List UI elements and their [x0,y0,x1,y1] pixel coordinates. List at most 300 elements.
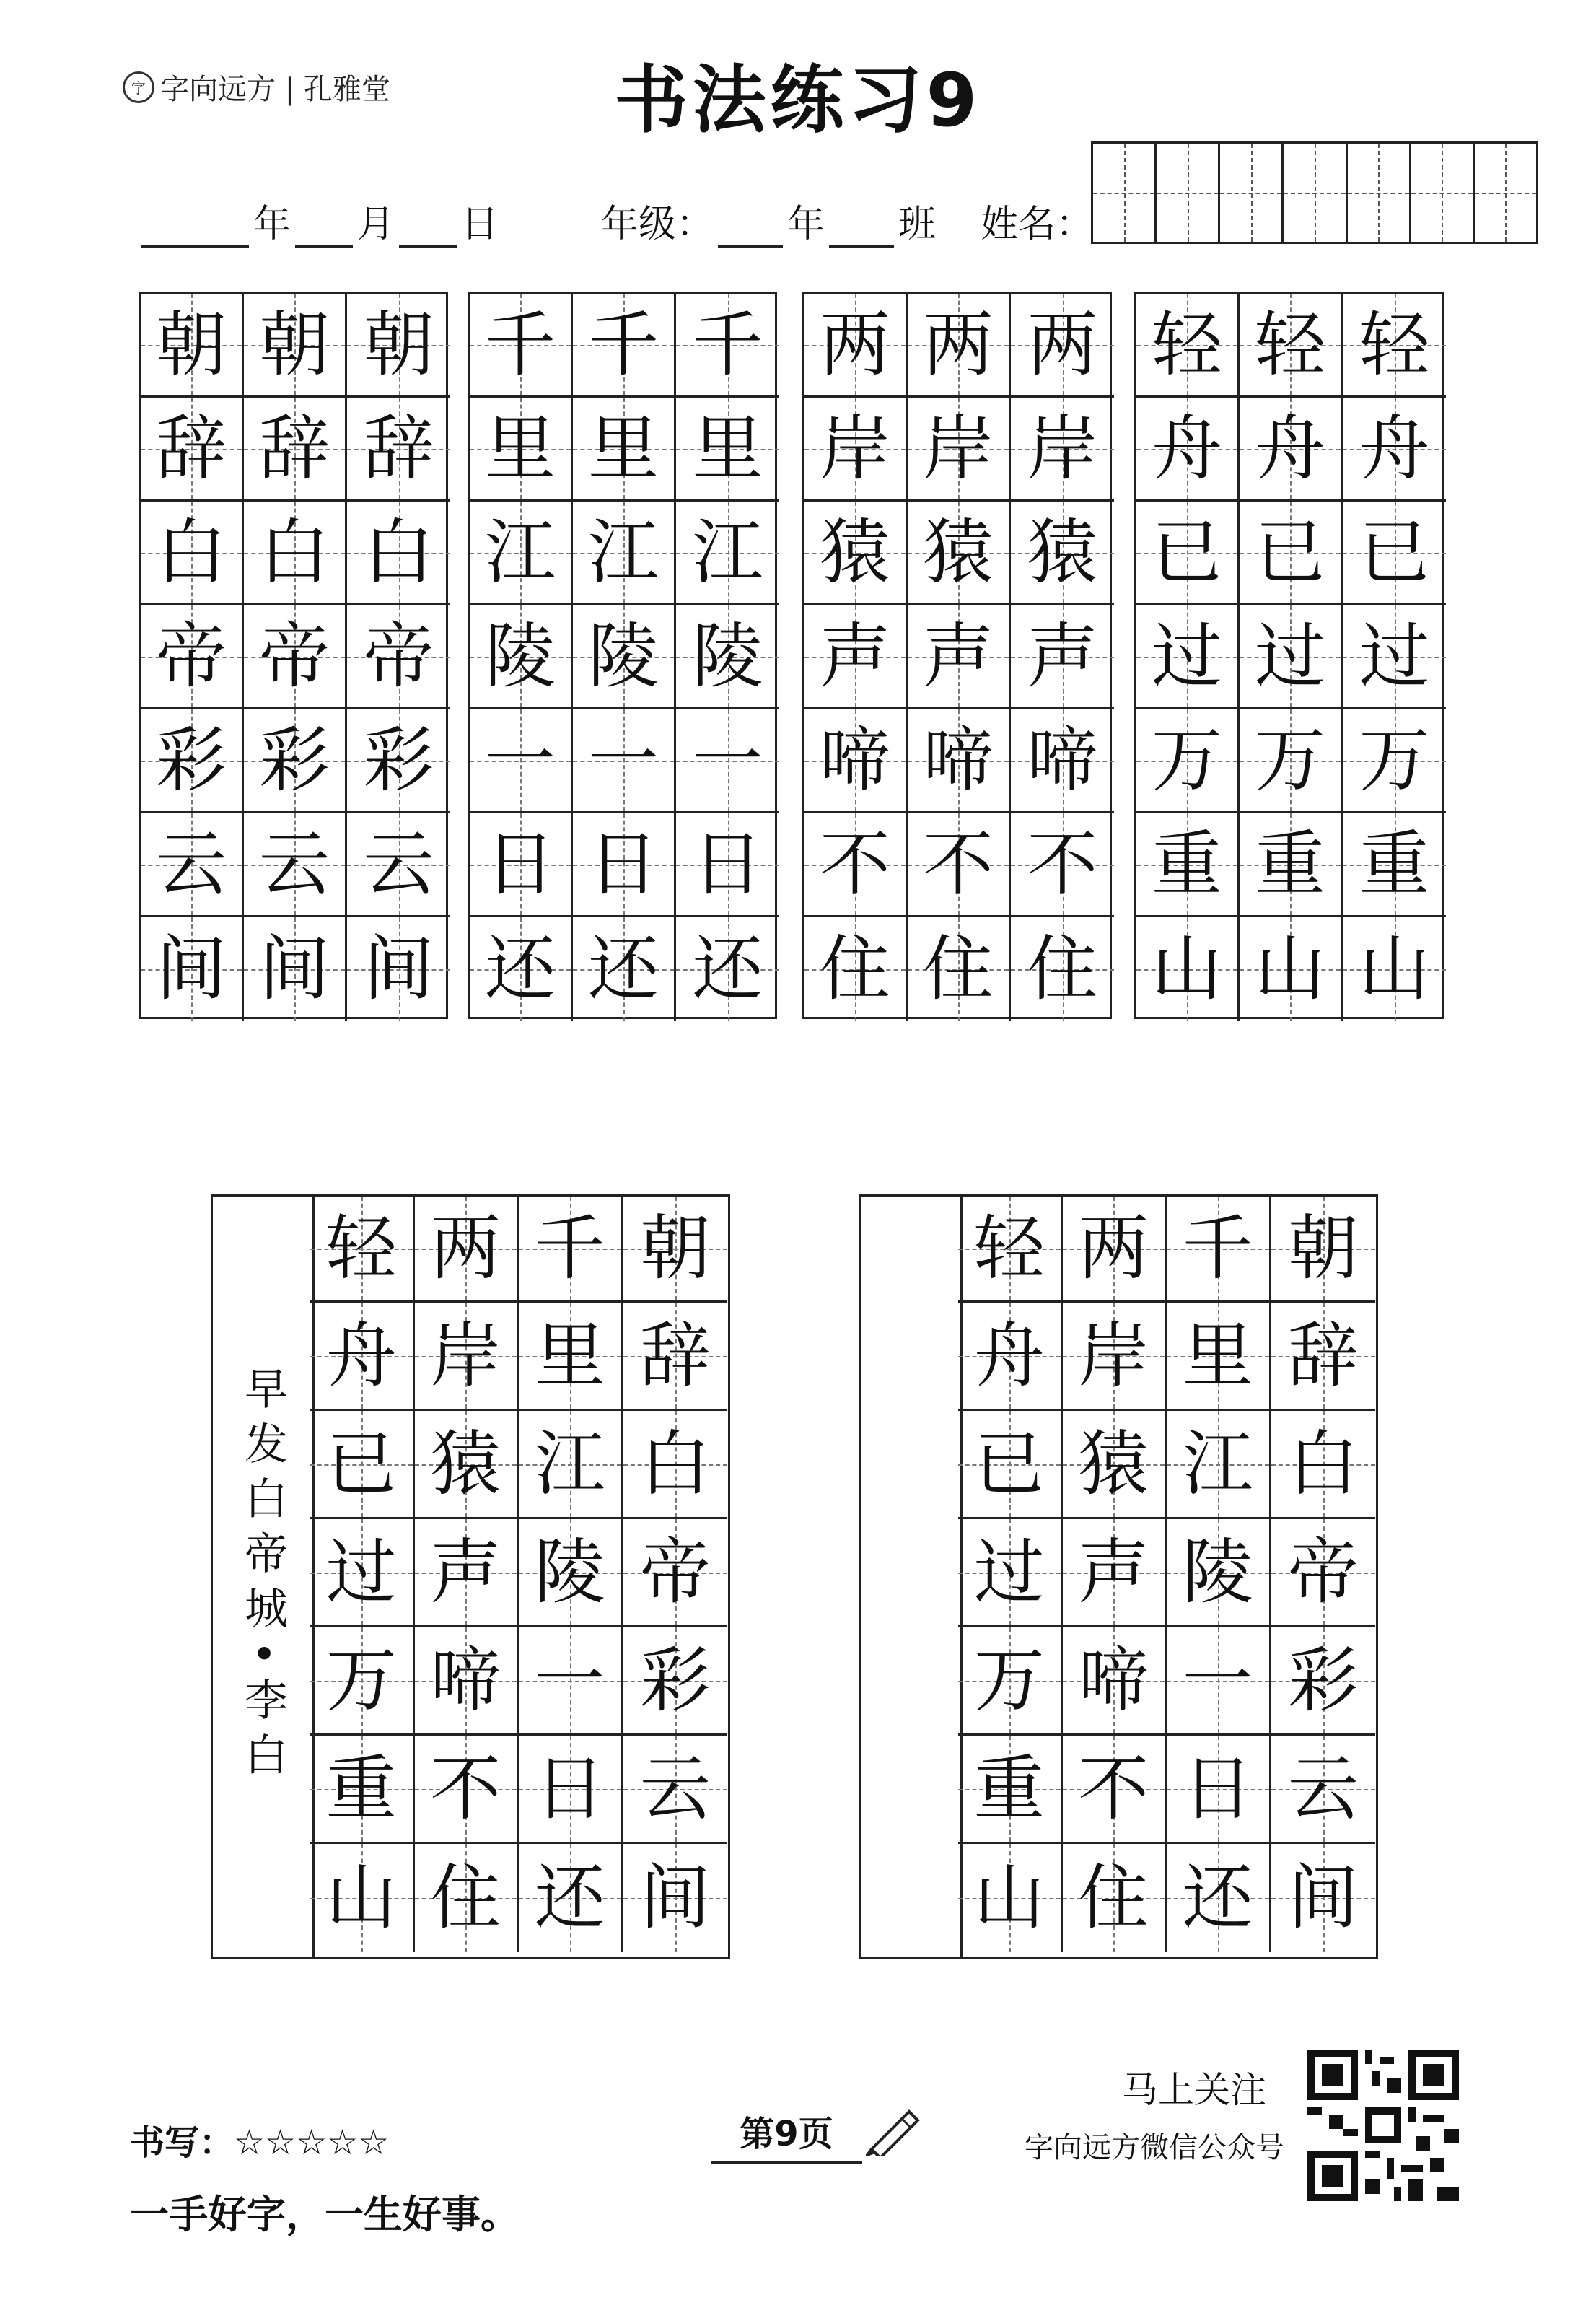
grade-year-label: 年 [787,203,825,246]
character: 帝 [258,615,330,698]
character: 辞 [363,407,434,490]
qr-code-icon[interactable] [1307,2050,1459,2201]
poem-practice-box [859,1194,1378,1959]
character: 两 [1078,1207,1149,1290]
model-char-cell [804,398,908,502]
character: 住 [430,1857,501,1939]
character: 住 [922,928,994,1010]
poem-practice-cell[interactable] [958,1194,1063,1303]
model-char-cell [1136,294,1240,398]
character: 彩 [258,719,330,802]
practice-char-cell[interactable] [1343,294,1446,398]
character: 还 [587,928,659,1010]
pen-icon [866,2106,924,2156]
poem-separator: • [237,1640,288,1678]
class-label: 班 [898,203,937,246]
character: 辞 [155,407,227,490]
model-char-cell [1136,605,1240,709]
character: 岸 [819,407,890,490]
character: 一 [692,719,763,802]
poem-model-cell [519,1627,623,1736]
poem-practice-cell[interactable] [1271,1411,1376,1519]
motto: 一手好字，一生好事。 [130,2192,519,2237]
character: 山 [1151,928,1222,1010]
poem-model-cell [519,1844,623,1952]
character: 不 [922,823,994,906]
poem-model-cell [519,1303,623,1411]
character: 声 [1078,1531,1149,1614]
character: 声 [430,1531,501,1614]
character: 住 [819,928,890,1010]
character: 日 [587,823,659,906]
character: 万 [1151,719,1222,802]
model-char-cell [141,294,244,398]
character: 间 [363,928,434,1010]
character: 白 [258,511,330,594]
character: 间 [1287,1857,1359,1939]
poem-model-cell [519,1411,623,1519]
practice-char-cell[interactable] [908,813,1011,917]
class-blank[interactable] [829,208,894,248]
name-cell[interactable] [1093,144,1157,242]
name-cell[interactable] [1220,144,1284,242]
poem-practice-cell[interactable] [958,1844,1063,1952]
character: 猿 [430,1422,501,1505]
character: 日 [1182,1747,1253,1830]
poem-model-cell [623,1736,728,1844]
practice-char-cell[interactable] [244,813,347,917]
character: 云 [155,823,227,906]
character: 里 [587,407,659,490]
character: 日 [484,823,556,906]
character: 舟 [973,1314,1045,1397]
practice-char-cell[interactable] [908,605,1011,709]
poem-model-cell [623,1411,728,1519]
character: 猿 [922,511,994,594]
practice-char-cell[interactable] [908,709,1011,813]
character: 陵 [1182,1531,1253,1614]
poem-model-cell [310,1303,415,1411]
name-cell[interactable] [1411,144,1475,242]
practice-char-cell[interactable] [1343,813,1446,917]
character: 猿 [1078,1422,1149,1505]
character: 白 [363,511,434,594]
poem-practice-cell[interactable] [958,1411,1063,1519]
poem-model-cell [519,1194,623,1303]
poem-practice-cell[interactable] [1271,1303,1376,1411]
practice-char-cell[interactable] [676,294,779,398]
character: 云 [258,823,330,906]
character: 辞 [639,1314,711,1397]
practice-char-cell[interactable] [573,813,676,917]
model-char-cell [1136,709,1240,813]
poem-practice-cell[interactable] [1063,1519,1167,1627]
practice-char-cell[interactable] [244,709,347,813]
poem-model-cell [623,1194,728,1303]
character: 过 [325,1531,397,1614]
model-char-cell [804,917,908,1021]
character: 岸 [922,407,994,490]
poem-practice-cell[interactable] [1167,1411,1271,1519]
poem-model-cell [623,1303,728,1411]
character: 两 [819,303,890,386]
practice-char-cell[interactable] [908,502,1011,605]
character: 舟 [1359,407,1430,490]
model-char-cell [804,294,908,398]
model-char-cell [804,605,908,709]
practice-char-cell[interactable] [676,398,779,502]
character: 住 [1027,928,1098,1010]
character: 轻 [973,1207,1045,1290]
poem-practice-title-col[interactable] [861,1197,963,1957]
practice-char-cell[interactable] [1343,605,1446,709]
day-blank[interactable] [399,208,457,248]
poem-practice-cell[interactable] [1063,1736,1167,1844]
character: 万 [1254,719,1325,802]
poem-model-box [211,1194,730,1959]
character: 江 [1182,1422,1253,1505]
poem-practice-cell[interactable] [1167,1627,1271,1736]
name-label: 姓名： [981,203,1094,246]
poem-practice-cell[interactable] [1271,1844,1376,1952]
character: 一 [587,719,659,802]
poem-model-cell [415,1519,519,1627]
character: 两 [922,303,994,386]
character: 已 [973,1422,1045,1505]
character: 已 [1254,511,1325,594]
character: 千 [692,303,763,386]
poem-model-cell [310,1844,415,1952]
poem-model-cell [519,1519,623,1627]
character: 猿 [1027,511,1098,594]
character: 声 [819,615,890,698]
character: 里 [534,1314,605,1397]
practice-char-cell[interactable] [347,917,450,1021]
character: 还 [1182,1857,1253,1939]
character: 山 [1254,928,1325,1010]
practice-char-cell[interactable] [347,813,450,917]
character: 朝 [258,303,330,386]
practice-char-cell[interactable] [676,917,779,1021]
practice-char-cell[interactable] [1240,398,1343,502]
practice-char-cell[interactable] [244,502,347,605]
character: 重 [973,1747,1045,1830]
poem-practice-cell[interactable] [1063,1411,1167,1519]
character: 已 [325,1422,397,1505]
model-char-cell [470,294,573,398]
practice-char-cell[interactable] [244,917,347,1021]
character: 帝 [363,615,434,698]
poem-practice-cell[interactable] [1271,1627,1376,1736]
character: 啼 [430,1639,501,1722]
character: 里 [484,407,556,490]
character: 云 [639,1747,711,1830]
poem-practice-cell[interactable] [1063,1303,1167,1411]
grade-blank[interactable] [718,208,783,248]
practice-char-cell[interactable] [676,605,779,709]
character: 啼 [1027,719,1098,802]
model-char-cell [1136,398,1240,502]
practice-char-cell[interactable] [676,813,779,917]
character: 山 [973,1857,1045,1939]
name-cell[interactable] [1284,144,1347,242]
character: 住 [1078,1857,1149,1939]
practice-block [802,292,1112,1019]
practice-block [139,292,448,1019]
poem-practice-cell[interactable] [1271,1736,1376,1844]
character: 帝 [639,1531,711,1614]
name-grid[interactable] [1091,141,1538,244]
poem-model-cell [310,1411,415,1519]
character: 已 [1151,511,1222,594]
practice-char-cell[interactable] [1343,502,1446,605]
poem-model-cell [623,1519,728,1627]
poem-practice-cell[interactable] [1063,1194,1167,1303]
poem-model-grid [310,1194,727,1952]
character: 岸 [1027,407,1098,490]
poem-practice-cell[interactable] [1271,1519,1376,1627]
practice-char-cell[interactable] [1240,813,1343,917]
poem-model-cell [415,1411,519,1519]
model-char-cell [470,502,573,605]
model-char-cell [1136,813,1240,917]
model-char-cell [141,605,244,709]
poem-practice-cell[interactable] [958,1627,1063,1736]
poem-practice-grid [958,1194,1375,1952]
poem-model-cell [623,1844,728,1952]
practice-char-cell[interactable] [1240,917,1343,1021]
character: 彩 [639,1639,711,1722]
practice-char-cell[interactable] [573,294,676,398]
poem-author: 李白 [237,1677,288,1788]
character: 江 [587,511,659,594]
poem-practice-cell[interactable] [1167,1303,1271,1411]
practice-char-cell[interactable] [347,605,450,709]
info-line [141,193,1097,248]
practice-char-cell[interactable] [1011,294,1114,398]
model-char-cell [1136,502,1240,605]
model-char-cell [141,398,244,502]
page-number: 第9页 [711,2106,862,2164]
poem-practice-cell[interactable] [958,1303,1063,1411]
practice-char-cell[interactable] [1240,605,1343,709]
character: 啼 [1078,1639,1149,1722]
poem-title [232,1366,294,1787]
poem-model-cell [415,1194,519,1303]
model-char-cell [141,813,244,917]
character: 岸 [1078,1314,1149,1397]
year-label: 年 [253,203,291,246]
character: 重 [1254,823,1325,906]
character: 猿 [819,511,890,594]
character: 轻 [1254,303,1325,386]
practice-block [468,292,777,1019]
model-char-cell [470,398,573,502]
character: 舟 [1151,407,1222,490]
character: 不 [1078,1747,1149,1830]
practice-char-cell[interactable] [676,709,779,813]
practice-char-cell[interactable] [1240,294,1343,398]
practice-char-cell[interactable] [1240,709,1343,813]
year-blank[interactable] [141,208,249,248]
character: 千 [484,303,556,386]
character: 江 [534,1422,605,1505]
practice-char-cell[interactable] [347,709,450,813]
character: 过 [1254,615,1325,698]
character: 不 [430,1747,501,1830]
month-blank[interactable] [295,208,353,248]
character: 里 [1182,1314,1253,1397]
character: 重 [1151,823,1222,906]
character: 千 [1182,1207,1253,1290]
practice-char-cell[interactable] [1011,813,1114,917]
character: 过 [1151,615,1222,698]
character: 间 [639,1857,711,1939]
follow-text: 马上关注 [1122,2069,1266,2111]
character: 过 [1359,615,1430,698]
character: 声 [922,615,994,698]
practice-char-cell[interactable] [908,398,1011,502]
practice-char-cell[interactable] [1011,709,1114,813]
practice-char-cell[interactable] [908,917,1011,1021]
character: 轻 [1151,303,1222,386]
poem-model-cell [519,1736,623,1844]
poem-model-cell [310,1194,415,1303]
character: 辞 [1287,1314,1359,1397]
practice-char-cell[interactable] [1343,709,1446,813]
name-cell[interactable] [1348,144,1411,242]
practice-char-cell[interactable] [244,605,347,709]
character: 江 [484,511,556,594]
practice-char-cell[interactable] [1011,398,1114,502]
poem-practice-cell[interactable] [1063,1844,1167,1952]
practice-char-cell[interactable] [573,605,676,709]
character: 日 [534,1747,605,1830]
day-label: 日 [461,203,499,246]
character: 山 [1359,928,1430,1010]
character: 陵 [534,1531,605,1614]
character: 重 [325,1747,397,1830]
model-char-cell [470,605,573,709]
poem-practice-cell[interactable] [1167,1519,1271,1627]
practice-block [1134,292,1444,1019]
practice-char-cell[interactable] [573,917,676,1021]
character: 万 [1359,719,1430,802]
character: 帝 [155,615,227,698]
practice-char-cell[interactable] [573,709,676,813]
character: 山 [325,1857,397,1939]
model-char-cell [470,917,573,1021]
character: 日 [692,823,763,906]
practice-char-cell[interactable] [573,502,676,605]
account-text: 字向远方微信公众号 [1025,2131,1284,2164]
character: 舟 [325,1314,397,1397]
poem-practice-cell[interactable] [1167,1844,1271,1952]
character: 彩 [155,719,227,802]
model-char-cell [804,709,908,813]
brand-text: 字向远方 | 孔雅堂 [160,73,390,106]
practice-char-cell[interactable] [1240,502,1343,605]
name-cell[interactable] [1157,144,1220,242]
month-label: 月 [357,203,395,246]
poem-practice-cell[interactable] [1167,1194,1271,1303]
poem-model-cell [310,1627,415,1736]
poem-model-cell [310,1519,415,1627]
poem-practice-cell[interactable] [958,1736,1063,1844]
character: 声 [1027,615,1098,698]
poem-model-cell [415,1736,519,1844]
practice-char-cell[interactable] [347,398,450,502]
character: 啼 [922,719,994,802]
poem-practice-cell[interactable] [1063,1627,1167,1736]
poem-model-cell [415,1627,519,1736]
poem-title-text: 早发白帝城 [237,1366,288,1641]
character: 彩 [1287,1639,1359,1722]
character: 江 [692,511,763,594]
character: 岸 [430,1314,501,1397]
poem-practice-cell[interactable] [1271,1194,1376,1303]
practice-char-cell[interactable] [1011,917,1114,1021]
practice-char-cell[interactable] [908,294,1011,398]
character: 舟 [1254,407,1325,490]
practice-char-cell[interactable] [1343,398,1446,502]
character: 云 [1287,1747,1359,1830]
character: 万 [973,1639,1045,1722]
model-char-cell [141,917,244,1021]
character: 朝 [155,303,227,386]
practice-char-cell[interactable] [573,398,676,502]
character: 千 [587,303,659,386]
practice-char-cell[interactable] [676,502,779,605]
character: 千 [534,1207,605,1290]
character: 万 [325,1639,397,1722]
brand-seal-icon: 字 [123,71,154,103]
name-cell[interactable] [1475,144,1536,242]
practice-char-cell[interactable] [244,398,347,502]
practice-char-cell[interactable] [1011,502,1114,605]
model-char-cell [141,502,244,605]
character: 白 [639,1422,711,1505]
writing-rating[interactable]: 书写：☆☆☆☆☆ [130,2122,390,2163]
character: 两 [1027,303,1098,386]
model-char-cell [804,813,908,917]
character: 里 [692,407,763,490]
grade-label: 年级： [601,203,714,246]
character: 一 [534,1639,605,1722]
character: 白 [1287,1422,1359,1505]
character: 陵 [484,615,556,698]
model-char-cell [141,709,244,813]
character: 啼 [819,719,890,802]
poem-practice-cell[interactable] [1167,1736,1271,1844]
poem-model-cell [415,1303,519,1411]
practice-char-cell[interactable] [1011,605,1114,709]
model-char-cell [470,813,573,917]
character: 间 [258,928,330,1010]
poem-model-cell [415,1844,519,1952]
character: 彩 [363,719,434,802]
practice-char-cell[interactable] [347,294,450,398]
character: 不 [819,823,890,906]
practice-char-cell[interactable] [347,502,450,605]
poem-practice-cell[interactable] [958,1519,1063,1627]
character: 两 [430,1207,501,1290]
character: 轻 [1359,303,1430,386]
practice-char-cell[interactable] [1343,917,1446,1021]
character: 朝 [1287,1207,1359,1290]
practice-char-cell[interactable] [244,294,347,398]
character: 过 [973,1531,1045,1614]
